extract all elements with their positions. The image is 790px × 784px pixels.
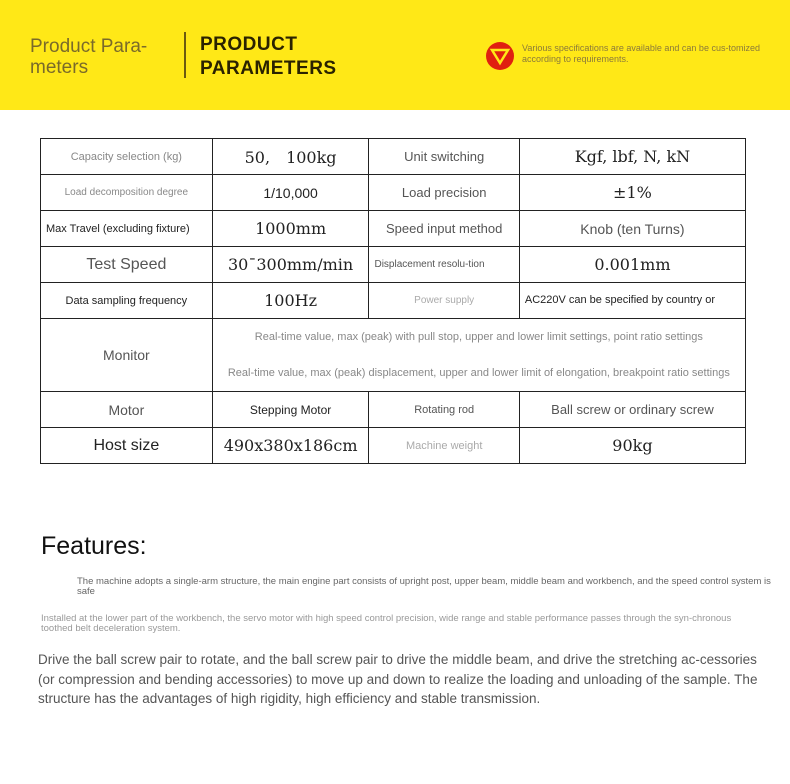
displacement-resolution-value: 0.001mm	[519, 247, 745, 283]
max-travel-value: 1000mm	[212, 211, 369, 247]
spec-table	[40, 138, 746, 464]
features-paragraph-1: The machine adopts a single-arm structure, the main engine part consists of upright post, upper beam, middle beam and workbench, and the speed control system is safe	[77, 576, 771, 597]
features-paragraph-3: Drive the ball screw pair to rotate, and the ball screw pair to drive the middle beam, and drive the stretching ac-cessories (or compression and bending accessories) to move up and down to realize the loading and unloading of the sample. The structure has the advantages of high rigidity, high efficiency and stable transmission.	[38, 652, 758, 706]
sampling-frequency-label: Data sampling frequency	[41, 283, 213, 319]
banner-title: PRODUCT PARAMETERS	[200, 34, 337, 79]
load-precision-value: ±1%	[519, 175, 745, 211]
host-size-label: Host size	[41, 428, 213, 464]
monitor-line-2: Real-time value, max (peak) displacement, upper and lower limit of elongation, breakpoint ratio settings	[227, 367, 730, 379]
table-row	[41, 283, 746, 319]
motor-value: Stepping Motor	[212, 392, 369, 428]
banner-left-title: Product Para-meters	[30, 36, 148, 78]
speed-input-label: Speed input method	[369, 211, 519, 247]
machine-weight-value: 90kg	[519, 428, 745, 464]
unit-switching-value: Kgf, lbf, N, kN	[519, 139, 745, 175]
table-row	[41, 175, 746, 211]
table-row	[41, 247, 746, 283]
monitor-label: Monitor	[41, 319, 213, 392]
load-decomposition-value: 1/10,000	[212, 175, 369, 211]
features-paragraph-2: Installed at the lower part of the workbench, the servo motor with high speed control precision, wide range and stable performance passes through the syn-chronous toothed belt deceleration system.	[41, 613, 732, 634]
header-banner	[0, 0, 790, 110]
machine-weight-label: Machine weight	[369, 428, 519, 464]
rotating-rod-label: Rotating rod	[369, 392, 519, 428]
speed-input-value: Knob (ten Turns)	[519, 211, 745, 247]
banner-divider	[184, 32, 186, 78]
capacity-label: Capacity selection (kg)	[41, 139, 213, 175]
max-travel-label: Max Travel (excluding fixture)	[41, 211, 213, 247]
monitor-value	[212, 319, 745, 392]
motor-label: Motor	[41, 392, 213, 428]
features-heading: Features:	[41, 532, 147, 560]
host-size-value: 490x380x186cm	[212, 428, 369, 464]
power-supply-value: AC220V can be specified by country or	[519, 283, 745, 319]
displacement-resolution-label: Displacement resolu-tion	[369, 247, 519, 283]
red-circle-triangle-icon	[486, 42, 514, 70]
power-supply-label: Power supply	[369, 283, 519, 319]
rotating-rod-value: Ball screw or ordinary screw	[519, 392, 745, 428]
table-row	[41, 139, 746, 175]
load-precision-label: Load precision	[369, 175, 519, 211]
load-decomposition-label: Load decomposition degree	[41, 175, 213, 211]
unit-switching-label: Unit switching	[369, 139, 519, 175]
banner-note: Various specifications are available and can be cus-tomized according to requirements.	[522, 43, 760, 64]
test-speed-label: Test Speed	[41, 247, 213, 283]
table-row	[41, 211, 746, 247]
table-row	[41, 319, 746, 392]
capacity-value: 50, 100kg	[212, 139, 369, 175]
monitor-line-1: Real-time value, max (peak) with pull stop, upper and lower limit settings, point ratio settings	[254, 331, 703, 343]
table-row	[41, 392, 746, 428]
test-speed-value: 30¯300mm/min	[212, 247, 369, 283]
sampling-frequency-value: 100Hz	[212, 283, 369, 319]
table-row	[41, 428, 746, 464]
